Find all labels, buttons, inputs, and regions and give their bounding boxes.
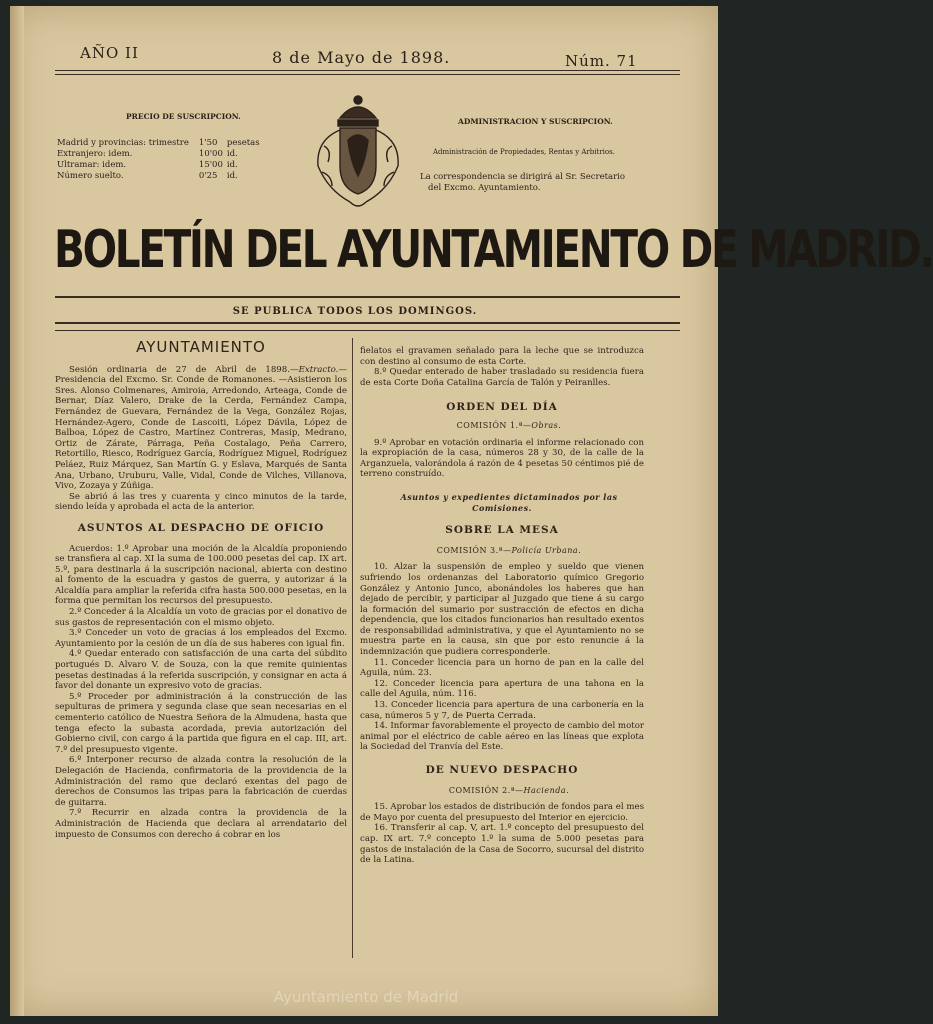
price-value: 15'00 bbox=[198, 160, 223, 170]
price-value: 1'50 bbox=[198, 138, 218, 148]
price-row bbox=[57, 171, 264, 182]
item-10: 10. Alzar la suspensión de empleo y sueldo que vienen sufriendo los ordenanzas del Laboratorio químico Gregorio González y Antonio Junco, abonándoles los haberes que han dejado de percibir, y participar al Juzgado que tiene á su cargo la formación del sumario por sustracción de efectos en dicha dependencia, que los citados funcionarios han resultado exentos de responsabilidad administrativa, y que el Ayuntamiento no se muestra parte en la causa, sin que por esto renuncie á la indemnización que pudiera corresponderle. bbox=[360, 562, 644, 658]
commission-name: Obras. bbox=[531, 420, 562, 430]
commission-label: COMISIÓN 1.ª— bbox=[456, 420, 532, 430]
item-11: 11. Conceder licencia para un horno de pan en la calle del Aguila, núm. 23. bbox=[360, 657, 644, 679]
continued-paragraph: fielatos el gravamen señalado para la leche que se introduzca con destino al consumo de esta Corte. bbox=[360, 346, 644, 367]
item-15: 15. Aprobar los estados de distribución de fondos para el mes de Mayo por cuenta del presupuesto del Interior en ejercicio. bbox=[360, 802, 644, 823]
order-of-day-heading: ORDEN DEL DÍA bbox=[446, 401, 558, 414]
newspaper-title: BOLETÍN DEL AYUNTAMIENTO DE MADRID. bbox=[54, 220, 933, 280]
column-divider bbox=[352, 338, 353, 958]
item-9: 9.º Aprobar en votación ordinaria el informe relacionado con la expropiación de la casa, números 28 y 30, de la calle de la Arganzuela, valorándola á razón de 4 pesetas 50 céntimos pié de terreno construído. bbox=[360, 437, 644, 480]
price-unit: id. bbox=[226, 160, 238, 170]
commission-name: Policía Urbana. bbox=[511, 545, 582, 555]
subscription-title: PRECIO DE SUSCRIPCION. bbox=[126, 112, 241, 121]
agreement-1-text: 1.º Aprobar una moción de la Alcaldía proponiendo se transfiera al cap. XI la suma de 100.000 pesetas del cap. IX art. 5.º, para destinarla á la suscripción nacional, abierta con destino al fomento de la escuadra y gastos de guerra, y autorizar á la Alcaldía para ampliar la referida cifra hasta 500.000 pesetas, en la forma que permitan los recursos del presupuesto. bbox=[55, 543, 347, 607]
subscription-table bbox=[57, 138, 264, 182]
price-unit: pesetas bbox=[226, 138, 260, 148]
issue-date: 8 de Mayo de 1898. bbox=[272, 48, 451, 67]
price-row bbox=[57, 149, 264, 160]
archive-watermark: Ayuntamiento de Madrid bbox=[273, 988, 459, 1006]
item-13: 13. Conceder licencia para apertura de una carbonería en la casa, números 5 y 7, de Puerta Cerrada. bbox=[360, 700, 644, 721]
publication-slogan: SE PUBLICA TODOS LOS DOMINGOS. bbox=[232, 306, 478, 317]
commission-label: COMISIÓN 3.ª— bbox=[436, 545, 512, 555]
agreement-6: 6.º Interponer recurso de alzada contra la resolución de la Delegación de Hacienda, confirmatoria de la providencia de la Administración del ramo que declaró exentas del pago de derechos de Consumos las tripas para la fabricación de cuerdas de guitarra. bbox=[55, 755, 347, 808]
header-rule bbox=[55, 70, 680, 71]
session-lead: Sesión ordinaria de 27 de Abril de 1898.— bbox=[69, 364, 299, 375]
commission-2-heading bbox=[360, 786, 644, 797]
admin-title: ADMINISTRACION Y SUSCRIPCION. bbox=[458, 117, 613, 126]
dictated-matters-heading: Asuntos y expedientes dictaminados por las Comisiones. bbox=[400, 491, 618, 513]
price-label: Ultramar: idem. bbox=[57, 160, 127, 170]
price-unit: id. bbox=[226, 149, 238, 159]
price-row bbox=[57, 138, 264, 149]
left-column bbox=[55, 338, 347, 840]
agreement-8: 8.º Quedar enterado de haber trasladado su residencia fuera de esta Corte Doña Catalina García de Talón y Peiranlles. bbox=[360, 367, 644, 388]
admin-correspondence-2: del Excmo. Ayuntamiento. bbox=[428, 183, 541, 193]
new-business-heading: DE NUEVO DESPACHO bbox=[425, 764, 579, 776]
page-binding-edge bbox=[10, 6, 24, 1016]
agreement-4: 4.º Quedar enterado con satisfacción de una carta del súbdito portugués D. Alvaro V. de Souza, con la que remite quinientas pesetas destinadas á la referida suscripción, y consignar en acta á favor del donante un expresivo voto de gracias. bbox=[55, 649, 347, 692]
session-attendees: —Presidencia del Excmo. Sr. Conde de Romanones. —Asistieron los Sres. Alonso Colmenares, Amiroia, Arredondo, Arteaga, Conde de Bernar, Díaz Valero, Drake de la Cerda, Fernández Campa, Fernández de Guevara, Fernández de la Vega, González Rojas, Hernández-Agero, Conde de Lascoiti, López Dávila, López de Balboa, López de Castro, Martínez Contreras, Masip, Medrano, Ortiz de Zárate, Párraga, Peña Costalago, Peña Carrero, Retortillo, Riesco, Rodríguez García, Rodríguez Miguel, Rodríguez Peláez, Ruiz Márquez, San Martín G. y Eslava, Marqués de Santa Ana, Urbano, Uruburu, Valle, Vidal, Conde de Vilches, Villanova, Vivo, Zozaya y Zúñiga. bbox=[55, 364, 347, 492]
admin-correspondence: La correspondencia se dirigirá al Sr. Secretario bbox=[420, 172, 626, 182]
price-unit: id. bbox=[226, 171, 238, 181]
agreement-2: 2.º Conceder á la Alcaldía un voto de gracias por el donativo de sus gastos de representación con el mismo objeto. bbox=[55, 607, 347, 628]
item-12: 12. Conceder licencia para apertura de una tahona en la calle del Aguila, núm. 116. bbox=[360, 678, 644, 700]
session-paragraph bbox=[55, 365, 347, 492]
price-value: 10'00 bbox=[198, 149, 223, 159]
item-14: 14. Informar favorablemente el proyecto de cambio del motor animal por el eléctrico de cable aéreo en las líneas que explota la Sociedad del Tranvía del Este. bbox=[360, 721, 644, 753]
slogan-rule-2 bbox=[55, 330, 680, 331]
year-label: AÑO II bbox=[80, 44, 139, 62]
commission-1-heading bbox=[360, 421, 644, 432]
price-label: Extranjero: idem. bbox=[57, 149, 133, 159]
item-16: 16. Transferir al cap. V, art. 1.º concepto del presupuesto del cap. IX art. 7.º concepto 1.º la suma de 5.000 pesetas para gastos de instalación de la Casa de Socorro, sucursal del distrito de la Latina. bbox=[360, 823, 644, 866]
agreements-label: Acuerdos: bbox=[69, 543, 113, 554]
on-the-table-heading: SOBRE LA MESA bbox=[445, 524, 559, 537]
agreement-7: 7.º Recurrir en alzada contra la providencia de la Administración de Hacienda que declara al arrendatario del impuesto de Consumos con derecho á cobrar en los bbox=[55, 808, 347, 840]
agreement-3: 3.º Conceder un voto de gracias á los empleados del Excmo. Ayuntamiento por la cesión de un día de sus haberes con igual fin. bbox=[55, 628, 347, 649]
subsection-heading: ASUNTOS AL DESPACHO DE OFICIO bbox=[77, 521, 325, 534]
session-extract: Extracto. bbox=[298, 364, 339, 375]
price-label: Número suelto. bbox=[57, 171, 124, 181]
issue-number: Núm. 71 bbox=[565, 52, 638, 70]
right-column bbox=[360, 346, 644, 866]
coat-of-arms-icon bbox=[310, 90, 406, 214]
price-label: Madrid y provincias: trimestre bbox=[57, 138, 189, 148]
header-rule-2 bbox=[55, 74, 680, 75]
slogan-rule bbox=[55, 322, 680, 324]
agreement-1 bbox=[55, 544, 347, 608]
session-opening: Se abrió á las tres y cuarenta y cinco minutos de la tarde, siendo leída y aprobada el acta de la anterior. bbox=[55, 491, 347, 513]
section-heading: AYUNTAMIENTO bbox=[136, 338, 266, 356]
commission-name: Hacienda. bbox=[523, 785, 570, 795]
admin-office: Administración de Propiedades, Rentas y Arbitrios. bbox=[433, 148, 615, 156]
agreement-5: 5.º Proceder por administración á la construcción de las sepulturas de primera y segunda clase que sean necesarias en el cementerio católico de Nuestra Señora de la Almudena, hasta que tenga efecto la subasta acordada, previa autorización del Gobierno civil, con cargo á la partida que figura en el cap. III, art. 7.º del presupuesto vigente. bbox=[55, 691, 347, 755]
price-value: 0'25 bbox=[198, 171, 218, 181]
masthead-rule bbox=[55, 296, 680, 298]
commission-label: COMISIÓN 2.ª— bbox=[448, 785, 524, 795]
price-row bbox=[57, 160, 264, 171]
commission-3-heading bbox=[360, 546, 644, 557]
